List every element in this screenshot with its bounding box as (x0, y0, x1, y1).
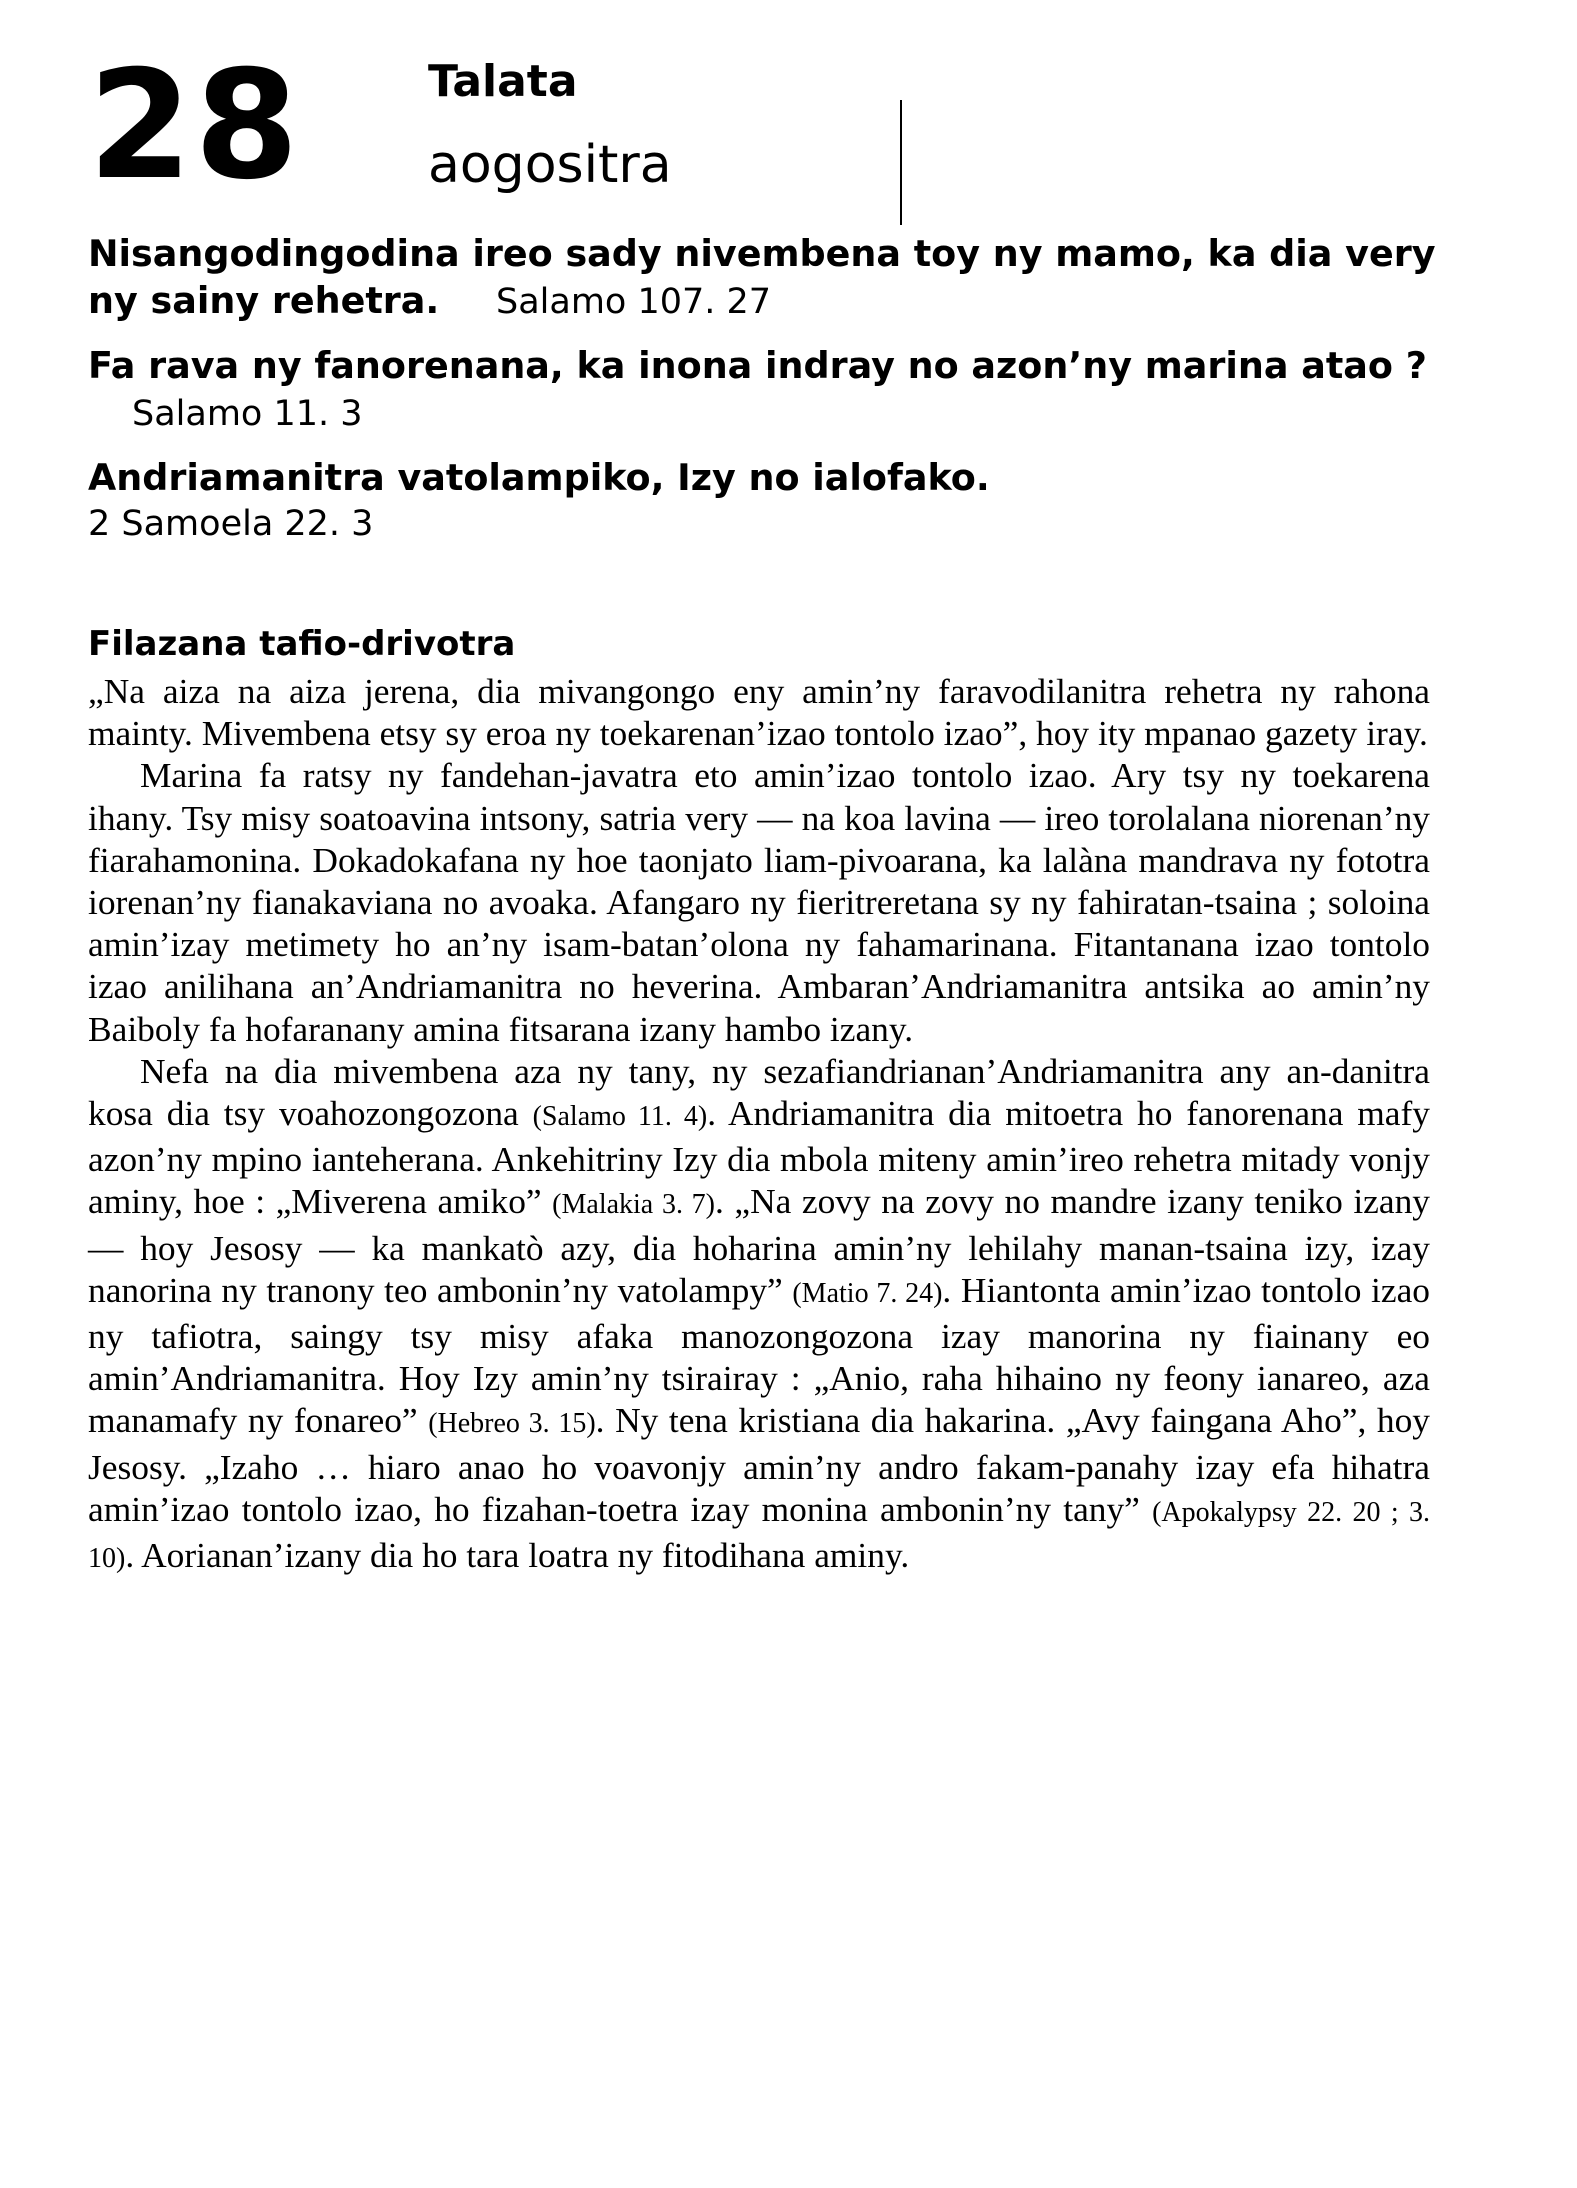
text-segment: . Hiantonta amin’izao tontolo izao ny tafiotra, saingy tsy misy afaka manozongozona izay manorina ny fiainany eo amin’Andriamanitra. Hoy Izy amin’ny tsirairay : „Anio, raha hihaino ny feony ianareo, aza manamafy ny fonareo” (88, 1269, 1430, 1441)
month: aogositra (428, 135, 672, 195)
verse-reference: Salamo 11. 3 (132, 394, 363, 434)
text-segment: . Andriamanitra dia mitoetra ho fanorenana mafy azon’ny mpino ianteherana. Ankehitriny Izy dia mbola miteny amin’ireo rehetra mitady vonjy aminy, hoe : „Miverena amiko” (88, 1093, 1430, 1222)
verse-1 (88, 230, 1448, 326)
verse-reference: Salamo 107. 27 (496, 282, 772, 322)
verse-reference: 2 Samoela 22. 3 (88, 504, 374, 544)
verse-3 (88, 454, 1448, 548)
paragraph-3 (88, 1050, 1430, 1580)
text-segment: . Aorianan’izany dia ho tara loatra ny fitodihana aminy. (125, 1535, 910, 1576)
section-title: Filazana tafio-drivotra (88, 624, 516, 664)
text-segment: . Ny tena kristiana dia hakarina. „Avy faingana Aho”, hoy Jesosy. „Izaho … hiaro anao ho voavonjy amin’ny andro fakam-panahy izay efa hihatra amin’izao tontolo izao, ho fizahan-toetra izay monina ambonin’ny tany” (88, 1400, 1430, 1529)
date-header (88, 39, 848, 213)
article-body (88, 670, 1430, 1580)
verse-text: Fa rava ny fanorenana, ka inona indray no azon’ny marina atao ? (88, 344, 1427, 387)
bible-reference: (Matio 7. 24) (792, 1277, 943, 1309)
paragraph-2: Marina fa ratsy ny fandehan-javatra eto amin’izao tontolo izao. Ary tsy ny toekarena ihany. Tsy misy soatoavina intsony, satria very — na koa lavina — ireo torolalana niorenan’ny fiarahamonina. Dokadokafana ny hoe taonjato liam-pivoarana, ka lalàna mandrava ny fototra iorenan’ny fianakaviana no avoaka. Afangaro ny fieritreretana sy ny fahiratan-tsaina ; soloina amin’izay metimety ho an’ny isam-batan’olona ny fahamarinana. Fitantanana izao tontolo izao anilihana an’Andriamanitra no heverina. Ambaran’Andriamanitra antsika ao amin’ny Baiboly fa hofaranany amina fitsarana izany hambo izany. (88, 755, 1430, 1049)
header-divider (900, 100, 902, 225)
text-segment: . „Na zovy na zovy no mandre izany teniko izany — hoy Jesosy — ka mankatò azy, dia hoharina amin’ny lehilahy manan-tsaina izy, izay nanorina ny tranony teo ambonin’ny vatolampy” (88, 1181, 1430, 1310)
text-segment: Nefa na dia mivembena aza ny tany, ny sezafiandrianan’Andriamanitra any an-danitra kosa dia tsy voahozongozona (88, 1050, 1430, 1134)
verse-text: Nisangodingodina ireo sady nivembena toy ny mamo, ka dia very ny sainy rehetra. (88, 232, 1436, 322)
paragraph-1: „Na aiza na aiza jerena, dia mivangongo eny amin’ny faravodilanitra rehetra ny rahona mainty. Mivembena etsy sy eroa ny toekarenan’izao tontolo izao”, hoy ity mpanao gazety iray. (88, 671, 1430, 754)
verse-2 (88, 342, 1448, 438)
daily-verses (88, 230, 1448, 564)
bible-reference: (Salamo 11. 4) (532, 1101, 708, 1133)
weekday: Talata (428, 56, 578, 107)
bible-reference: (Apokalypsy 22. 20 ; 3. 10) (88, 1496, 1430, 1575)
bible-reference: (Hebreo 3. 15) (428, 1408, 596, 1440)
verse-text: Andriamanitra vatolampiko, Izy no ialofako. (88, 456, 990, 499)
bible-reference: (Malakia 3. 7) (552, 1189, 715, 1221)
day-number: 28 (88, 39, 301, 213)
